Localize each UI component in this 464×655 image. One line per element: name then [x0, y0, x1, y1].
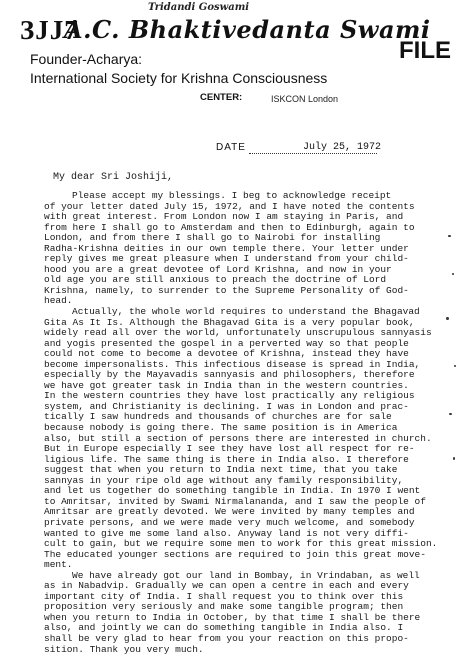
letter-body-line: cult to gain, but we require some men to work for this great mission.: [44, 538, 438, 550]
letter-body-line: We have already got our land in Bombay, in Vrindaban, as well: [72, 569, 420, 581]
letterhead-founder: Founder-Acharya:: [30, 51, 143, 67]
letter-body-line: and yogis presented the gospel in a perverted way so that people: [44, 337, 409, 349]
letter-body-line: Radha-Krishna deities in our own temple there. Your letter under: [44, 242, 409, 254]
letterhead-society: International Society for Krishna Consciousness: [30, 70, 328, 86]
letter-body-line: hood you are a great devotee of Lord Krishna, and now in your: [44, 263, 392, 275]
salutation: My dear Sri Joshiji,: [53, 172, 174, 183]
letter-body-line: sannyas in your ripe old age without any family responsibility,: [44, 474, 404, 486]
letter-body-line: especially by the Mayavadis sannyasis and philosophers, therefore: [44, 369, 415, 381]
letter-body-line: head.: [44, 295, 73, 307]
letter-body-line: to Amritsar, invited by Swami Nirmalananda, and I saw the people of: [44, 495, 426, 507]
letterhead-signature-line: Tridandi Goswami: [148, 2, 250, 13]
letter-body-line: also, and jointly we can do something tangible in India also. I: [44, 622, 404, 634]
letter-body-line: system, and Christianity is declining. I was in London and prac-: [44, 400, 409, 412]
letter-body-line: Amritsar are greatly devoted. We were invited by many temples and: [44, 506, 415, 518]
letter-body-line: The educated younger sections are required to join this great move-: [44, 548, 426, 560]
letter-body-line: from here I shall go to Amsterdam and then to Edinburgh, again to: [44, 221, 415, 233]
letter-body-line: as in Nabadvip. Gradually we can open a centre in each and every: [44, 580, 409, 592]
letter-body-line: ment.: [44, 559, 73, 571]
letter-body-line: of your letter dated July 15, 1972, and I have noted the contents: [44, 200, 415, 212]
letter-body-line: suggest that when you return to India next time, that you take: [44, 464, 398, 476]
letterhead-name: A.C. Bhaktivedanta Swami: [64, 15, 431, 44]
letter-body-line: But in Europe especially I see they have lost all respect for re-: [44, 443, 415, 455]
letter-body-line: widely read all over the world, unfortunately unscrupulous sannyasis: [44, 327, 432, 339]
letter-body-line: wanted to give me some land also. Anyway land is not very diffi-: [44, 527, 409, 539]
letter-body-line: because nobody is going there. The same position is in America: [44, 422, 398, 434]
letter-body-line: also, but still a section of persons there are interested in church.: [44, 432, 432, 444]
letter-body-line: In the western countries they have lost practically any religious: [44, 390, 415, 402]
letter-body-line: Gita As It Is. Although the Bhagavad Gita is a very popular book,: [44, 316, 415, 328]
letter-body-line: ligious life. The same thing is there in India also. I therefore: [44, 453, 409, 465]
letter-body-line: become impersonalists. This infectious disease is spread in India,: [44, 358, 421, 370]
letter-body-line: and let us together do something tangible in India. In 1970 I went: [44, 485, 421, 497]
letter-body-line: old age you are still anxious to preach the doctrine of Lord: [44, 274, 387, 286]
letter-body-line: with great interest. From London now I am staying in Paris, and: [44, 211, 404, 223]
letter-body-line: sition. Thank you very much.: [44, 643, 204, 655]
letter-body-line: Krishna, namely, to surrender to the Supreme Personality of God-: [44, 284, 409, 296]
letter-body-line: when you return to India in October, by that time I shall be there: [44, 611, 421, 623]
letter-body-line: shall be very glad to hear from you your reaction on this propo-: [44, 632, 409, 644]
letter-body-line: could not come to become a devotee of Krishna, instead they have: [44, 348, 409, 360]
letter-body-line: important city of India. I shall request you to think over this: [44, 590, 404, 602]
date-value: July 25, 1972: [303, 142, 382, 153]
letter-body-line: Please accept my blessings. I beg to acknowledge receipt: [72, 190, 392, 201]
letter-body-line: proposition very seriously and make some tangible program; then: [44, 601, 404, 613]
date-label: DATE: [216, 142, 246, 153]
scan-noise: [444, 225, 462, 475]
letter-body-line: London, and from there I shall go to Nairobi for installing: [44, 232, 381, 244]
letter-body-line: tically I saw hundreds and thousands of churches are for sale: [44, 411, 392, 423]
corner-handwritten-mark: ЗЈЈ7: [20, 15, 79, 45]
file-stamp: FILE: [399, 37, 451, 64]
center-value: ISKCON London: [271, 94, 339, 104]
letter-body-line: private persons, and we were made very much welcome, and somebody: [44, 516, 415, 528]
letter-body-line: Actually, the whole world requires to understand the Bhagavad: [72, 306, 420, 318]
letter-body-line: we have got greater task in India than in the western countries.: [44, 379, 409, 391]
letter-body: [44, 191, 460, 655]
center-label: CENTER:: [200, 92, 243, 103]
letter-body-line: reply gives me great pleasure when I understand from your child-: [44, 253, 409, 265]
